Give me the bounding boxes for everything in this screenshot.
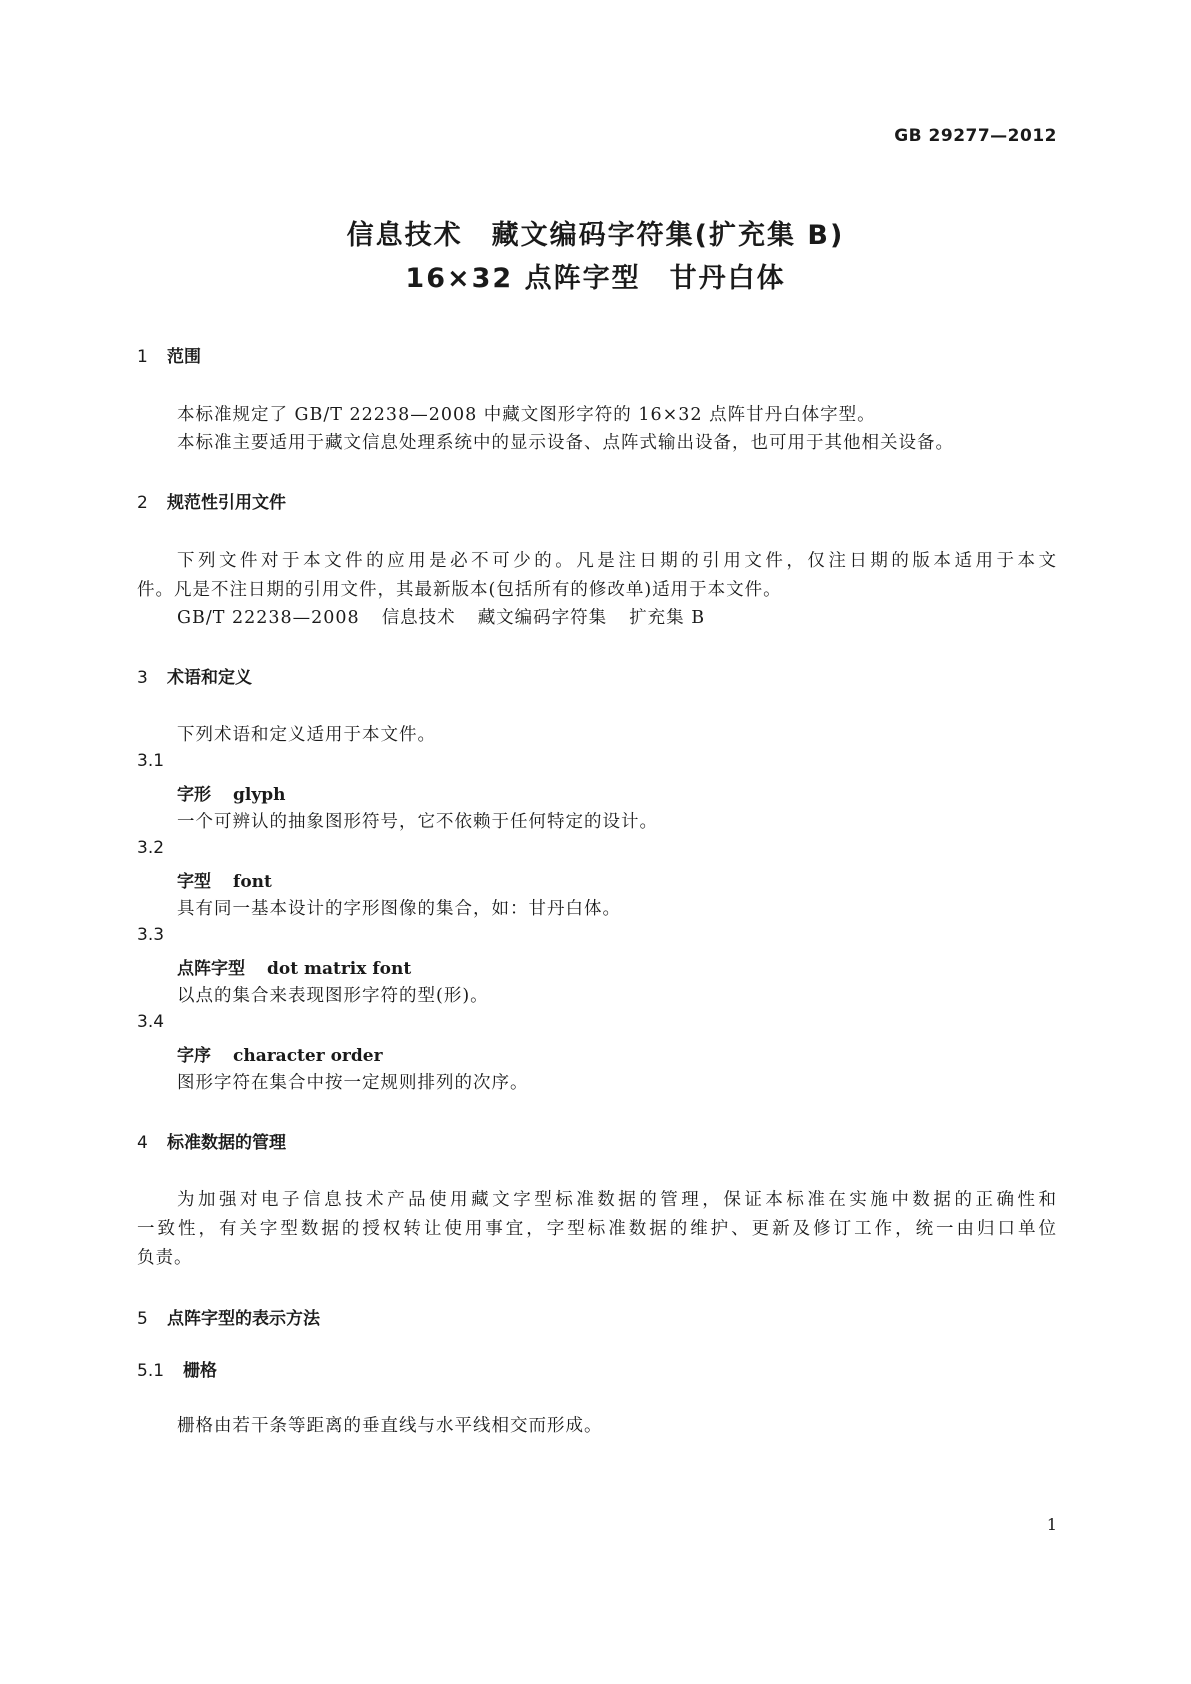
section-title: 范围 [167,347,201,367]
term-definition: 以点的集合来表现图形字符的型(形)。 [177,986,489,1006]
term-zh: 点阵字型 [177,959,245,979]
reference-title-part: 扩充集 B [629,608,706,628]
section-number: 2 [137,493,148,513]
term-definition: 图形字符在集合中按一定规则排列的次序。 [177,1073,529,1093]
term-heading [177,867,272,892]
term-en: font [233,872,272,892]
paragraph: 栅格由若干条等距离的垂直线与水平线相交而形成。 [177,1416,603,1436]
subsection-number: 5.1 [137,1361,165,1381]
normative-reference [177,604,705,629]
term-heading [177,954,411,979]
term-zh: 字序 [177,1046,211,1066]
page-number: 1 [1046,1515,1057,1534]
reference-code: GB/T 22238—2008 [177,608,360,628]
term-number: 3.4 [137,1012,165,1032]
section-1-heading [137,342,201,367]
term-definition: 一个可辨认的抽象图形符号，它不依赖于任何特定的设计。 [177,812,658,832]
paragraph-line: 为加强对电子信息技术产品使用藏文字型标准数据的管理，保证本标准在实施中数据的正确性和 [177,1190,1057,1210]
paragraph-line: 件。凡是不注日期的引用文件，其最新版本(包括所有的修改单)适用于本文件。 [137,580,782,600]
section-number: 3 [137,668,148,688]
section-title: 点阵字型的表示方法 [167,1309,320,1329]
document-title-line2: 16×32 点阵字型 甘丹白体 [405,263,786,294]
section-number: 5 [137,1309,148,1329]
term-en: glyph [233,785,286,805]
term-zh: 字型 [177,872,211,892]
reference-title-part: 藏文编码字符集 [477,608,608,628]
term-en: character order [233,1046,383,1066]
section-number: 4 [137,1133,148,1153]
paragraph: 本标准规定了 GB/T 22238—2008 中藏文图形字符的 16×32 点阵甘丹白体字型。 [177,405,876,425]
term-heading [177,1041,383,1066]
paragraph-line: 负责。 [137,1248,193,1268]
section-3-heading [137,663,252,688]
section-title: 规范性引用文件 [167,493,286,513]
term-number: 3.2 [137,838,165,858]
term-definition: 具有同一基本设计的字形图像的集合，如：甘丹白体。 [177,899,621,919]
section-title: 术语和定义 [167,668,252,688]
term-number: 3.1 [137,751,165,771]
section-5-heading [137,1304,320,1329]
paragraph-line: 一致性，有关字型数据的授权转让使用事宜，字型标准数据的维护、更新及修订工作，统一由归口单位 [137,1219,1057,1239]
term-number: 3.3 [137,925,165,945]
document-title-line1: 信息技术 藏文编码字符集(扩充集 B) [346,220,845,251]
subsection-title: 栅格 [183,1361,217,1381]
term-heading [177,780,285,805]
section-2-heading [137,488,286,513]
paragraph: 本标准主要适用于藏文信息处理系统中的显示设备、点阵式输出设备，也可用于其他相关设备。 [177,433,954,453]
subsection-5-1-heading [137,1356,217,1381]
paragraph-line: 下列文件对于本文件的应用是必不可少的。凡是注日期的引用文件，仅注日期的版本适用于本文 [177,551,1057,571]
section-number: 1 [137,347,148,367]
term-zh: 字形 [177,785,211,805]
standard-code: GB 29277—2012 [894,126,1057,146]
paragraph: 下列术语和定义适用于本文件。 [177,725,436,745]
term-en: dot matrix font [267,959,412,979]
section-title: 标准数据的管理 [167,1133,286,1153]
reference-title-part: 信息技术 [381,608,456,628]
section-4-heading [137,1128,286,1153]
